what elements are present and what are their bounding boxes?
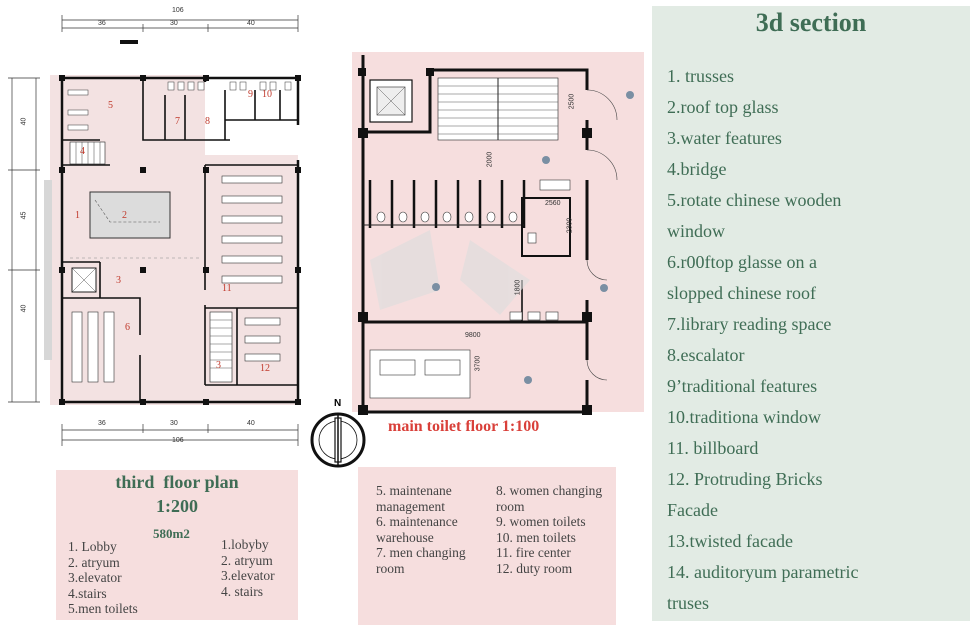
room-number-4: 4 <box>80 146 85 157</box>
legend-item: 2. atryum <box>68 554 120 570</box>
section-item: 13.twisted facade <box>667 531 793 551</box>
legend-area: 580m2 <box>153 526 190 541</box>
bottom-dimension-3: 40 <box>247 420 255 427</box>
side-dimension-1: 40 <box>20 117 28 126</box>
toilet-dimension-2500: 2500 <box>568 93 576 110</box>
legend-col1 <box>68 539 138 617</box>
bottom-dimension-2: 30 <box>170 420 178 427</box>
room-number-3: 3 <box>116 275 121 286</box>
room-number-7: 7 <box>175 116 180 127</box>
toilet-plan-drawing <box>350 50 650 425</box>
floor-plan-drawing <box>0 0 310 460</box>
section-item: 6.r00ftop glasse on a <box>667 252 817 272</box>
legend-item: 9. women toilets <box>496 514 586 529</box>
legend-item: room <box>376 560 405 576</box>
room-number-11: 11 <box>222 283 232 294</box>
legend-item: 1.lobyby <box>221 537 269 552</box>
legend-col2 <box>496 483 602 576</box>
room-number-3b: 3 <box>216 360 221 371</box>
section-item: 14. auditoryum parametric <box>667 562 859 582</box>
north-label: N <box>334 398 342 409</box>
section-item: 7.library reading space <box>667 314 832 334</box>
compass-icon <box>308 410 368 470</box>
section-item: 5.rotate chinese wooden <box>667 190 842 210</box>
room-number-10: 10 <box>262 89 272 100</box>
room-number-2: 2 <box>122 210 127 221</box>
top-total-dimension: 106 <box>172 7 184 14</box>
toilet-floor-plan <box>350 50 650 425</box>
section-list <box>667 61 962 619</box>
side-dimension-2: 45 <box>20 211 28 220</box>
third-floor-plan <box>0 0 310 460</box>
section-item: 12. Protruding Bricks <box>667 469 823 489</box>
legend-item: management <box>376 498 445 514</box>
section-item: 1. trusses <box>667 66 734 86</box>
top-dimension-2: 30 <box>170 20 178 27</box>
section-item: 8.escalator <box>667 345 745 365</box>
floor-plan-legend <box>56 470 298 620</box>
section-item: 3.water features <box>667 128 782 148</box>
bottom-dimension-1: 36 <box>98 420 106 427</box>
legend-item: room <box>496 498 525 514</box>
legend-item: 10. men toilets <box>496 529 576 545</box>
room-number-12: 12 <box>260 363 270 374</box>
legend-col2 <box>221 537 275 599</box>
legend-item: 7. men changing <box>376 545 466 560</box>
section-item: truses <box>667 593 709 613</box>
section-item: window <box>667 221 725 241</box>
legend-item: 11. fire center <box>496 545 571 560</box>
section-item: 9’traditional features <box>667 376 818 396</box>
toilet-dimension-3700: 3700 <box>474 355 482 372</box>
legend-col1 <box>376 483 466 576</box>
legend-item: 6. maintenance <box>376 514 458 529</box>
toilet-plan-title: main toilet floor 1:100 <box>388 418 540 435</box>
legend-item: 5.men toilets <box>68 601 138 616</box>
toilet-dimension-2560: 2560 <box>545 200 561 207</box>
section-item: Facade <box>667 500 718 520</box>
side-dimension-3: 40 <box>20 304 28 313</box>
room-number-6: 6 <box>125 322 130 333</box>
legend-item: 2. atryum <box>221 552 273 568</box>
top-dimension-1: 36 <box>98 20 106 27</box>
section-item: 11. billboard <box>667 438 759 458</box>
legend-item: 4. stairs <box>221 583 263 599</box>
room-number-8: 8 <box>205 116 210 127</box>
top-dimension-3: 40 <box>247 20 255 27</box>
legend-item: 12. duty room <box>496 560 573 576</box>
legend-item: 5. maintenane <box>376 483 452 498</box>
toilet-dimension-9800: 9800 <box>465 332 481 339</box>
north-arrow <box>308 398 368 473</box>
legend-item: warehouse <box>376 529 434 545</box>
legend-item: 3.elevator <box>68 570 122 585</box>
room-number-1: 1 <box>75 210 80 221</box>
legend-item: 1. Lobby <box>68 539 117 554</box>
legend-title-line2: 1:200 <box>156 496 198 516</box>
toilet-legend <box>358 467 616 625</box>
section-item: slopped chinese roof <box>667 283 816 303</box>
section-item: 4.bridge <box>667 159 727 179</box>
toilet-dimension-1800: 1800 <box>514 279 522 296</box>
section-item: 2.roof top glass <box>667 97 779 117</box>
toilet-dimension-2300: 2300 <box>566 217 574 234</box>
bottom-total-dimension: 106 <box>172 437 184 444</box>
room-number-5: 5 <box>108 100 113 111</box>
legend-item: 4.stairs <box>68 585 107 601</box>
legend-item: 8. women changing <box>496 483 603 498</box>
room-number-9: 9 <box>248 89 253 100</box>
toilet-dimension-2000: 2000 <box>486 151 494 168</box>
legend-item: 3.elevator <box>221 568 275 583</box>
section-panel <box>652 6 970 621</box>
section-title: 3d section <box>755 8 867 37</box>
legend-title-line1: third floor plan <box>115 472 239 492</box>
section-item: 10.traditiona window <box>667 407 821 427</box>
